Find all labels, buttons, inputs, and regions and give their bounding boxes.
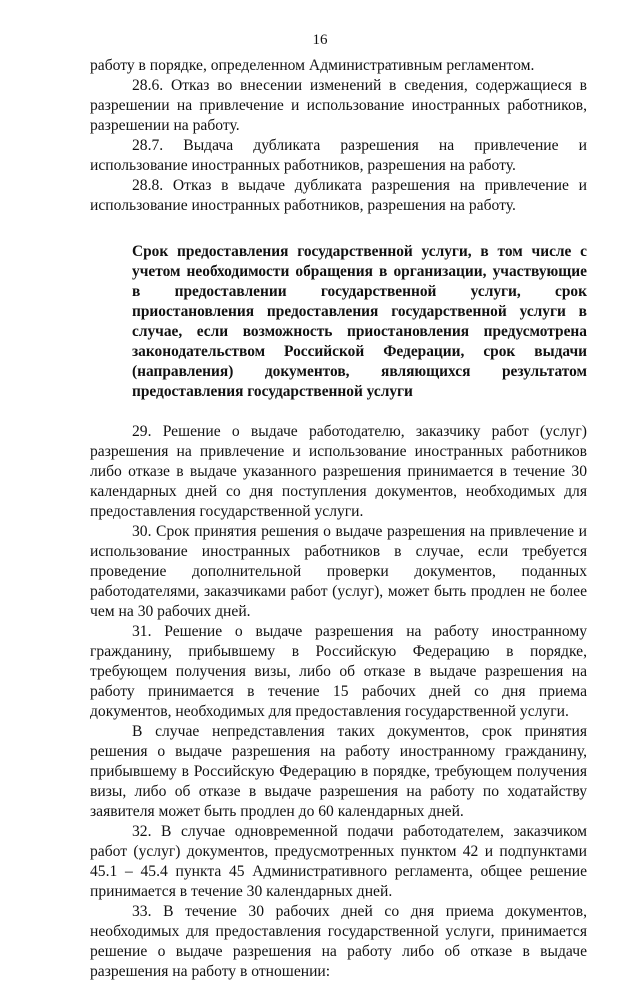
paragraph-28-6: 28.6. Отказ во внесении изменений в сведения, содержащиеся в разрешении на привлечение и использование иностранных работников, разрешении на работу. bbox=[90, 77, 587, 134]
paragraph-28-7: 28.7. Выдача дубликата разрешения на привлечение и использование иностранных работников, разрешения на работу. bbox=[90, 137, 587, 174]
paragraph-continuation: работу в порядке, определенном Административным регламентом. bbox=[90, 57, 535, 74]
page-number: 16 bbox=[312, 32, 328, 48]
paragraph-28-8: 28.8. Отказ в выдаче дубликата разрешения на привлечение и использование иностранных работников, разрешения на работу. bbox=[90, 177, 587, 214]
section-heading: Срок предоставления государственной услуги, в том числе с учетом необходимости обращения в организации, участвующие в предоставлении государственной услуги, срок приостановления предоставления государственной услуги в случае, если возможность приостановления предусмотрена законодательством Российской Федерации, срок выдачи (направления) документов, являющихся результатом предоставления государственной услуги bbox=[132, 243, 587, 400]
paragraph-32: 32. В случае одновременной подачи работодателем, заказчиком работ (услуг) документов, предусмотренных пунктом 42 и подпунктами 45.1 – 45.4 пункта 45 Административного регламента, общее решение принимается в течение 30 календарных дней. bbox=[90, 823, 587, 900]
paragraph-30: 30. Срок принятия решения о выдаче разрешения на привлечение и использование иностранных работников в случае, если требуется проведение дополнительной проверки документов, поданных работодателями, заказчиками работ (услуг), может быть продлен не более чем на 30 рабочих дней. bbox=[90, 523, 587, 620]
page-content bbox=[90, 56, 587, 982]
paragraph-29: 29. Решение о выдаче работодателю, заказчику работ (услуг) разрешения на привлечение и использование иностранных работников либо отказе в выдаче указанного разрешения принимается в течение 30 календарных дней со дня поступления документов, необходимых для предоставления государственной услуги. bbox=[90, 423, 587, 520]
paragraph-33: 33. В течение 30 рабочих дней со дня приема документов, необходимых для предоставления государственной услуги, принимается решение о выдаче разрешения на работу либо об отказе в выдаче разрешения на работу в отношении: bbox=[90, 903, 587, 980]
paragraph-31-continued: В случае непредставления таких документов, срок принятия решения о выдаче разрешения на работу иностранному гражданину, прибывшему в Российскую Федерацию в порядке, требующем получения визы, либо об отказе в выдаче разрешения на работу по ходатайству заявителя может быть продлен до 60 календарных дней. bbox=[90, 723, 587, 820]
paragraph-31: 31. Решение о выдаче разрешения на работу иностранному гражданину, прибывшему в Российскую Федерацию в порядке, требующем получения визы, либо об отказе в выдаче разрешения на работу принимается в течение 15 рабочих дней со дня приема документов, необходимых для предоставления государственной услуги. bbox=[90, 623, 587, 720]
